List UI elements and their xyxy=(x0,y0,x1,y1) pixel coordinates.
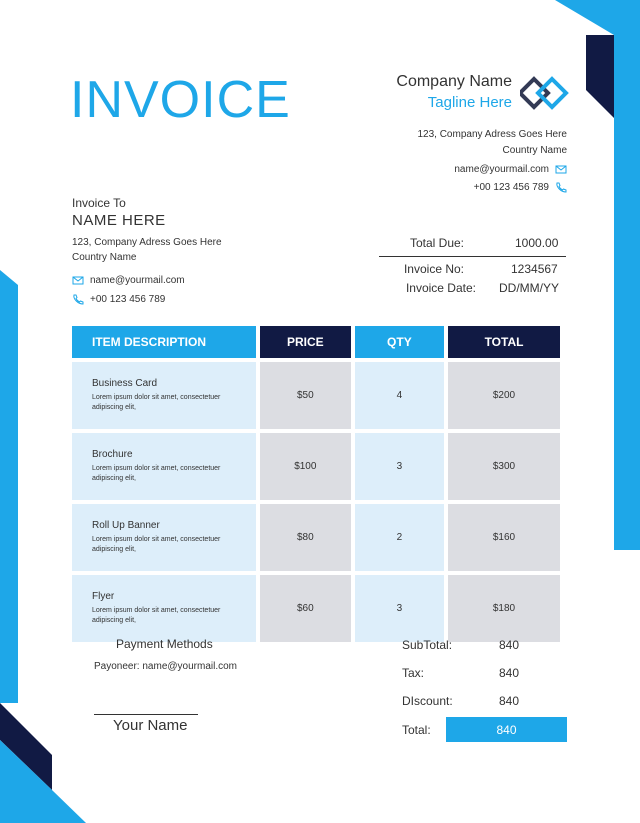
items-table xyxy=(68,322,564,646)
item-description-cell xyxy=(72,575,256,642)
company-phone: +00 123 456 789 xyxy=(473,181,549,193)
payment-method-detail: Payoneer: name@yourmail.com xyxy=(94,661,237,672)
item-total: $160 xyxy=(448,504,560,571)
client-address-line2: Country Name xyxy=(72,252,137,263)
table-row xyxy=(72,433,560,500)
item-total: $300 xyxy=(448,433,560,500)
company-tagline: Tagline Here xyxy=(427,94,512,111)
invoice-to-label: Invoice To xyxy=(72,196,126,210)
grand-total-box xyxy=(446,717,567,742)
grand-total-value: 840 xyxy=(496,722,517,737)
item-description-cell xyxy=(72,504,256,571)
signature-name: Your Name xyxy=(113,717,188,734)
company-name: Company Name xyxy=(396,73,512,90)
header-total: TOTAL xyxy=(448,326,560,358)
item-price: $100 xyxy=(260,433,351,500)
item-description-cell xyxy=(72,433,256,500)
company-address-line1: 123, Company Adress Goes Here xyxy=(417,129,567,140)
envelope-icon xyxy=(555,163,567,175)
client-phone: +00 123 456 789 xyxy=(90,293,166,305)
invoice-date-value: DD/MM/YY xyxy=(499,281,559,295)
subtotal-value: 840 xyxy=(499,638,520,652)
client-name: NAME HERE xyxy=(72,212,166,229)
signature-line xyxy=(94,714,198,715)
discount-label: DIscount: xyxy=(402,694,453,708)
item-qty: 2 xyxy=(355,504,444,571)
item-desc: Lorem ipsum dolor sit amet, consectetuer adipiscing elit, xyxy=(92,536,221,553)
client-address-line1: 123, Company Adress Goes Here xyxy=(72,237,222,248)
left-blue-band xyxy=(0,270,18,703)
company-phone-row xyxy=(474,181,567,193)
phone-icon xyxy=(555,181,567,193)
logo-diamond-icon xyxy=(520,75,570,113)
client-email-row xyxy=(72,274,185,286)
invoice-date-label: Invoice Date: xyxy=(405,281,476,295)
phone-icon xyxy=(72,293,84,305)
table-row xyxy=(72,362,560,429)
envelope-icon xyxy=(72,274,84,286)
item-description-cell xyxy=(72,362,256,429)
item-total: $180 xyxy=(448,575,560,642)
item-name: Business Card xyxy=(92,378,158,389)
grand-total-label: Total: xyxy=(402,723,431,737)
table-row xyxy=(72,504,560,571)
company-address-line2: Country Name xyxy=(502,145,567,156)
item-name: Brochure xyxy=(92,449,133,460)
item-price: $50 xyxy=(260,362,351,429)
item-price: $80 xyxy=(260,504,351,571)
item-name: Roll Up Banner xyxy=(92,520,160,531)
item-name: Flyer xyxy=(92,591,115,602)
table-row xyxy=(72,575,560,642)
tax-label: Tax: xyxy=(402,666,425,680)
invoice-no-label: Invoice No: xyxy=(403,262,464,276)
item-total: $200 xyxy=(448,362,560,429)
total-due-label: Total Due: xyxy=(409,236,464,250)
item-qty: 4 xyxy=(355,362,444,429)
tax-value: 840 xyxy=(499,666,520,680)
company-email[interactable]: name@yourmail.com xyxy=(454,163,549,175)
invoice-no-value: 1234567 xyxy=(511,262,558,276)
item-qty: 3 xyxy=(355,575,444,642)
summary-divider xyxy=(379,256,566,257)
header-price: PRICE xyxy=(260,326,351,358)
payment-methods-title: Payment Methods xyxy=(116,637,213,651)
company-email-row xyxy=(454,163,567,175)
item-qty: 3 xyxy=(355,433,444,500)
top-right-navy-band xyxy=(586,35,614,118)
total-due-value: 1000.00 xyxy=(515,236,559,250)
item-desc: Lorem ipsum dolor sit amet, consectetuer adipiscing elit, xyxy=(92,607,221,624)
header-item-description: ITEM DESCRIPTION xyxy=(72,326,256,358)
invoice-title: INVOICE xyxy=(70,71,291,129)
item-desc: Lorem ipsum dolor sit amet, consectetuer adipiscing elit, xyxy=(92,394,221,411)
discount-value: 840 xyxy=(499,694,520,708)
table-header-row xyxy=(72,326,560,358)
header-qty: QTY xyxy=(355,326,444,358)
item-price: $60 xyxy=(260,575,351,642)
subtotal-label: SubTotal: xyxy=(402,638,453,652)
client-email[interactable]: name@yourmail.com xyxy=(90,274,185,286)
item-desc: Lorem ipsum dolor sit amet, consectetuer adipiscing elit, xyxy=(92,465,221,482)
client-phone-row xyxy=(72,293,165,305)
